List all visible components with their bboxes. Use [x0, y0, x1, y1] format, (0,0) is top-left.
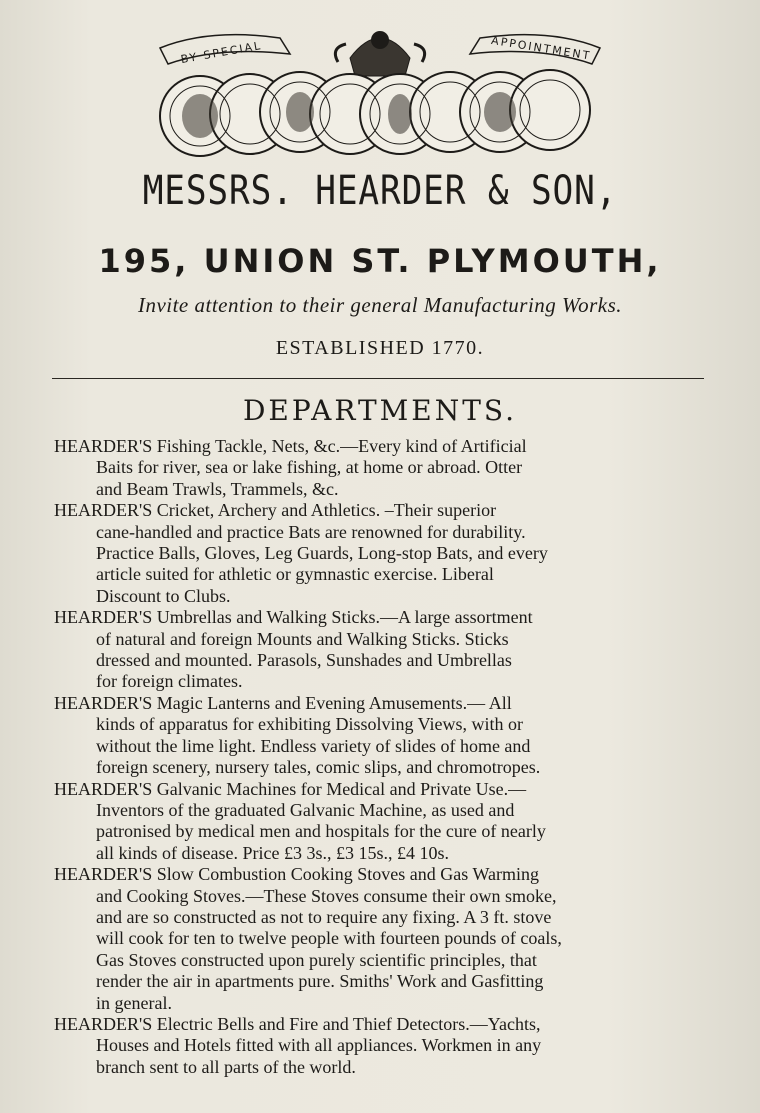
department-entry — [54, 864, 726, 1014]
department-entry — [54, 779, 726, 865]
department-text-line: branch sent to all parts of the world. — [96, 1056, 356, 1077]
department-text-line: will cook for ten to twelve people with fourteen pounds of coals, — [96, 928, 562, 949]
department-text-line: all kinds of disease. Price £3 3s., £3 15s., £4 10s. — [96, 842, 449, 863]
department-entry — [54, 693, 726, 779]
firm-name: MESSRS. HEARDER & SON, — [142, 168, 618, 214]
department-text-line: and Beam Trawls, Trammels, &c. — [96, 478, 339, 499]
department-text-line: Discount to Clubs. — [96, 585, 231, 606]
departments-list — [54, 436, 726, 1078]
ribbon-right-text: APPOINTMENT — [490, 33, 593, 63]
department-text-line: dressed and mounted. Parasols, Sunshades and Umbrellas — [96, 650, 512, 671]
department-title-line: HEARDER'S Electric Bells and Fire and Thief Detectors.—Yachts, — [54, 1013, 541, 1034]
department-title-line: HEARDER'S Umbrellas and Walking Sticks.—A large assortment — [54, 607, 533, 628]
department-entry — [54, 607, 726, 693]
department-entry — [54, 1014, 726, 1078]
invitation-line: Invite attention to their general Manufacturing Works. — [137, 293, 623, 317]
department-text-line: and Cooking Stoves.—These Stoves consume their own smoke, — [96, 885, 557, 906]
department-title-line: HEARDER'S Fishing Tackle, Nets, &c.—Every kind of Artificial — [54, 436, 527, 456]
department-text-line: Practice Balls, Gloves, Leg Guards, Long-stop Bats, and every — [96, 543, 548, 564]
department-title-line: HEARDER'S Magic Lanterns and Evening Amusements.— All — [54, 692, 512, 713]
departments-heading: DEPARTMENTS. — [242, 394, 517, 427]
department-text-line: of natural and foreign Mounts and Walking Sticks. Sticks — [96, 628, 509, 649]
department-text-line: article suited for athletic or gymnastic exercise. Liberal — [96, 564, 494, 585]
department-text-line: kinds of apparatus for exhibiting Dissolving Views, with or — [96, 714, 524, 735]
department-text-line: Inventors of the graduated Galvanic Machine, as used and — [96, 799, 515, 820]
department-text-line: render the air in apartments pure. Smiths' Work and Gasfitting — [96, 971, 544, 992]
department-text-line: cane-handled and practice Bats are renowned for durability. — [96, 521, 526, 542]
department-text-line: foreign scenery, nursery tales, comic slips, and chromotropes. — [96, 757, 541, 778]
medals-emblem-icon — [150, 18, 610, 168]
department-text-line: in general. — [96, 992, 172, 1013]
established-line: ESTABLISHED 1770. — [275, 337, 485, 359]
department-text-line: patronised by medical men and hospitals for the cure of nearly — [96, 821, 546, 842]
department-entry — [54, 436, 726, 500]
ribbon-left-text: BY SPECIAL — [179, 38, 264, 67]
royal-appointment-crest — [150, 18, 610, 168]
firm-address: 195, UNION ST. PLYMOUTH, — [98, 242, 662, 280]
department-text-line: Houses and Hotels fitted with all appliances. Workmen in any — [96, 1035, 542, 1056]
department-text-line: Gas Stoves constructed upon purely scientific principles, that — [96, 949, 537, 970]
divider-rule — [52, 378, 704, 379]
department-text-line: Baits for river, sea or lake fishing, at home or abroad. Otter — [96, 457, 523, 478]
department-entry — [54, 500, 726, 607]
department-text-line: without the lime light. Endless variety of slides of home and — [96, 735, 531, 756]
department-text-line: and are so constructed as not to require any fixing. A 3 ft. stove — [96, 906, 552, 927]
department-title-line: HEARDER'S Galvanic Machines for Medical and Private Use.— — [54, 778, 527, 799]
department-title-line: HEARDER'S Cricket, Archery and Athletics. –Their superior — [54, 500, 497, 521]
department-title-line: HEARDER'S Slow Combustion Cooking Stoves and Gas Warming — [54, 864, 539, 885]
department-text-line: for foreign climates. — [96, 671, 243, 692]
